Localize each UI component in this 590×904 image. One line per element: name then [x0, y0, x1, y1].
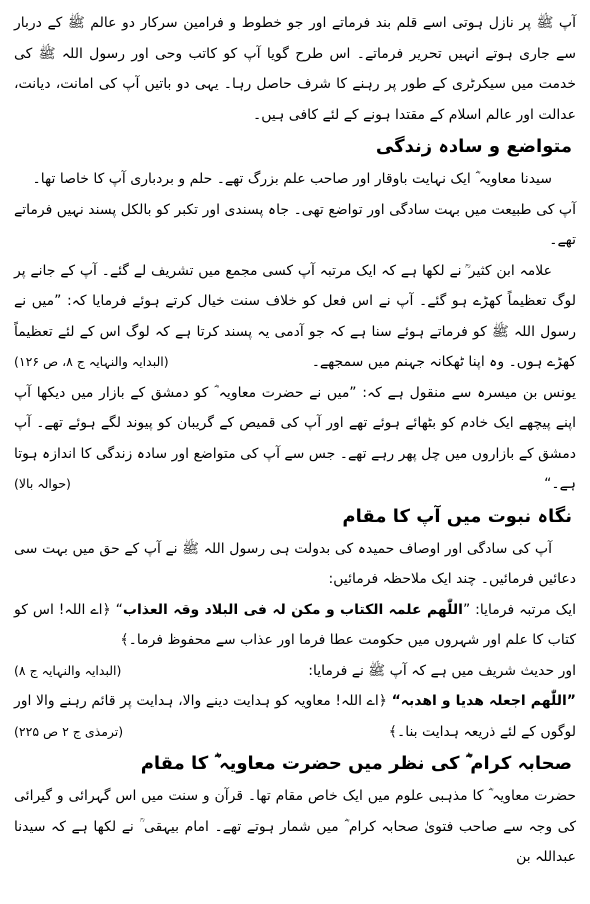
paragraph-humble-2: آپ کی طبیعت میں بہت سادگی اور تواضع تھی۔ جاہ پسندی اور تکبر کو بالکل پسند نہیں فرماتے تھے۔ [14, 201, 576, 248]
reference-albidaya-126: (البدایہ والنہایہ ج ۸، ص ۱۲۶) [14, 354, 169, 369]
arabic-dua-2: ”اللّٰھم اجعلہ ھدیا و اھدبہ“ [391, 693, 576, 709]
heading-humble-life: متواضع و سادہ زندگی [375, 136, 572, 157]
paragraph-humble-3 [14, 256, 576, 378]
paragraph-prophet-4-translation: ﴿اے اللہ! معاویہ کو ہدایت دینے والا، ہدایت پر قائم رہنے والا اور لوگوں کے لئے ذریعہ ہدایت بنا۔﴾ [14, 693, 576, 740]
intro-paragraph: آپ ﷺ پر نازل ہوتی اسے قلم بند فرماتے اور جو خطوط و فرامین سرکار دو عالم ﷺ کے دربار سے جاری ہوتے انہیں تحریر فرماتے۔ اس طرح گویا آپ کو کاتب وحی اور رسول اللہ ﷺ کی خدمت میں سیکرٹری کے طور پر رہنے کا شرف حاصل رہا۔ یہی دو باتیں آپ کی امانت، دیانت، عدالت اور عالم اسلام کے مقتدا ہونے کے لئے کافی ہیں۔ [14, 15, 576, 123]
heading-companions-view: صحابہ کرام ؓ کی نظر میں حضرت معاویہ ؓ کا مقام [140, 753, 572, 774]
paragraph-prophet-2-lead: ایک مرتبہ فرمایا: ” [462, 601, 577, 618]
heading-prophetic-view: نگاہ نبوت میں آپ کا مقام [342, 505, 572, 527]
reference-same-as-above: (حوالہ بالا) [14, 476, 71, 491]
paragraph-prophet-4 [14, 686, 576, 747]
paragraph-humble-3-text: علامہ ابن کثیر ؒ نے لکھا ہے کہ ایک مرتبہ آپ کسی مجمع میں تشریف لے گئے۔ آپ کے جانے پر لوگ تعظیماً کھڑے ہو گئے۔ آپ نے اس فعل کو خلاف سنت خیال کرتے ہوئے فرمایا کہ: ”میں نے رسول اللہ ﷺ کو فرماتے ہوئے سنا ہے کہ جو آدمی یہ پسند کرتا ہے کہ لوگ اس کے لئے تعظیماً کھڑے ہوں۔ وہ اپنا ٹھکانہ جہنم میں سمجھے۔ [14, 262, 576, 370]
arabic-dua-1: اللّٰھم علمہ الکتاب و مکن لہ فی البلاد وقہ العذاب [122, 601, 463, 618]
paragraph-humble-1: سیدنا معاویہ ؓ ایک نہایت باوقار اور صاحب علم بزرگ تھے۔ حلم و بردباری آپ کا خاصا تھا۔ [32, 171, 552, 187]
paragraph-prophet-3: اور حدیث شریف میں ہے کہ آپ ﷺ نے فرمایا: [308, 662, 576, 679]
paragraph-humble-4-text: یونس بن میسرہ سے منقول ہے کہ: ”میں نے حضرت معاویہ ؓ کو دمشق کے بازار میں دیکھا آپ اپنے پیچھے ایک خادم کو بٹھائے ہوئے تھے اور آپ کی قمیص کے گریبان کو پیوند لگے ہوئے تھے۔ آپ دمشق کے بازاروں میں چل پھر رہے تھے۔ جس سے آپ کی متواضع اور سادہ زندگی کا اندازہ ہوتا ہے۔“ [14, 384, 576, 492]
paragraph-companions-1: حضرت معاویہ ؓ کا مذہبی علوم میں ایک خاص مقام تھا۔ قرآن و سنت میں اس گہرائی و گیرائی کی وجہ سے صاحب فتویٰ صحابہ کرام ؓ میں شمار ہوتے تھے۔ امام بیہقی ؒ نے لکھا ہے کہ سیدنا عبداللہ بن [14, 788, 576, 865]
paragraph-humble-4 [14, 378, 576, 500]
reference-albidaya-8: (البدایہ والنہایہ ج ۸) [14, 662, 122, 678]
paragraph-prophet-2-translation: “ ﴿اے اللہ! اس کو کتاب کا علم اور شہروں میں حکومت عطا فرما اور عذاب سے محفوظ فرما۔﴾ [14, 601, 576, 648]
reference-tirmidhi: (ترمذی ج ۲ ص ۲۲۵) [14, 723, 124, 739]
paragraph-prophet-1: آپ کی سادگی اور اوصاف حمیدہ کی بدولت ہی رسول اللہ ﷺ نے آپ کے حق میں بہت سی دعائیں فرمائیں۔ چند ایک ملاحظہ فرمائیں: [14, 540, 576, 587]
